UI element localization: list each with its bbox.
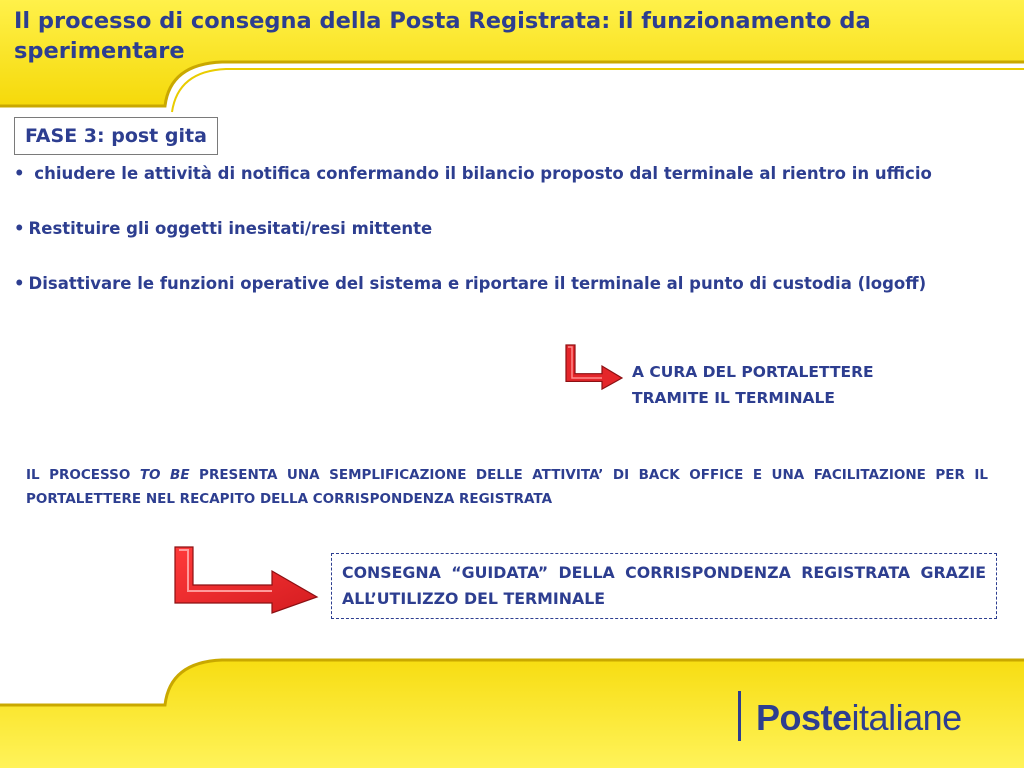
bullet-item [14, 160, 986, 187]
bullet-text: chiudere le attività di notifica confermando il bilancio proposto dal terminale al rientro in ufficio [34, 164, 932, 183]
phase-label-box [14, 117, 218, 155]
arrow-turn-right-icon [562, 343, 624, 391]
care-note-line-1: A CURA DEL PORTALETTERE [632, 363, 874, 381]
bullet-dot: • [14, 219, 25, 238]
logo-brand-bold: Poste [756, 697, 852, 738]
poste-italiane-logo [756, 696, 962, 740]
logo-brand-regular: italiane [851, 697, 962, 738]
bullet-text: Restituire gli oggetti inesitati/resi mittente [28, 219, 433, 238]
guided-delivery-text: CONSEGNA “GUIDATA” DELLA CORRISPONDENZA REGISTRATA GRAZIE ALL’UTILIZZO DEL TERMINALE [342, 563, 986, 608]
logo-divider [738, 691, 741, 741]
care-note [632, 359, 1002, 411]
bullet-item [14, 270, 986, 297]
bullet-dot: • [14, 164, 25, 183]
process-prefix: IL PROCESSO [26, 467, 140, 483]
guided-delivery-box [331, 553, 997, 619]
bullet-dot: • [14, 274, 25, 293]
process-suffix: PRESENTA UNA SEMPLIFICAZIONE DELLE ATTIVITA’ DI BACK OFFICE E UNA FACILITAZIONE PER IL PORTALETTERE NEL RECAPITO DELLA CORRISPONDENZA REGISTRATA [26, 467, 988, 507]
bullet-list [14, 160, 986, 325]
process-emphasis: TO BE [139, 467, 190, 483]
bullet-text: Disattivare le funzioni operative del sistema e riportare il terminale al punto di custodia (logoff) [28, 274, 927, 293]
slide-title: Il processo di consegna della Posta Registrata: il funzionamento da sperimentare [14, 8, 871, 64]
arrow-turn-right-icon [172, 545, 320, 615]
bullet-item [14, 215, 986, 242]
process-statement [26, 463, 988, 511]
phase-label: FASE 3: post gita [25, 125, 207, 147]
care-note-line-2: TRAMITE IL TERMINALE [632, 389, 836, 407]
